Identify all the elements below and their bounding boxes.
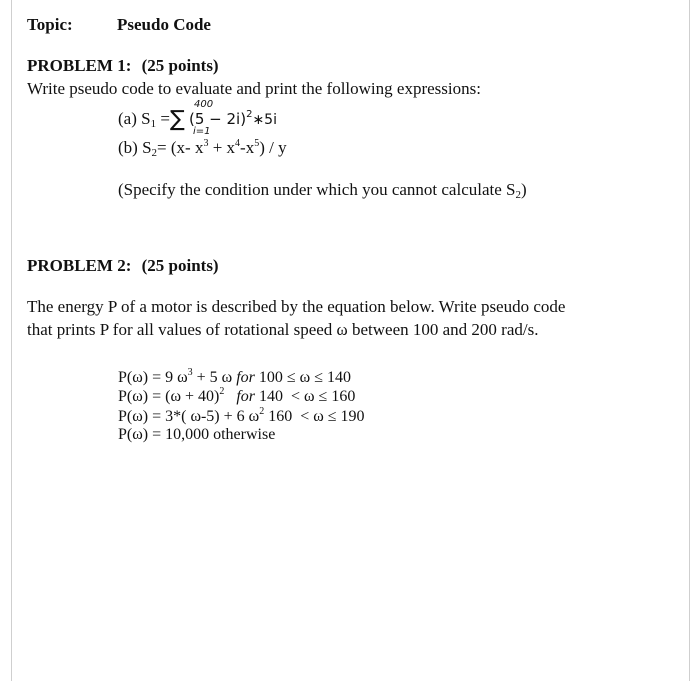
problem1-title [27,56,219,76]
equation-3 [118,406,365,426]
problem1-title-text: PROBLEM 1: [27,56,132,75]
expression-a-tail: ∗5i [252,112,277,128]
expression-a-label: (a) S [118,109,151,128]
topic-label: Topic: [27,15,73,34]
expression-b-label: (b) S [118,138,152,157]
topic-value: Pseudo Code [117,15,211,34]
problem1-note-suffix: ) [521,180,527,199]
expression-b-part3: -x [240,138,255,157]
equation-3-lhs: P(ω) = 3*( ω-5) + 6 ω [118,408,260,425]
sum-upper-limit: 400 [194,99,214,110]
equation-3-range: 160 < ω ≤ 190 [264,408,365,425]
equation-1-range: 100 ≤ ω ≤ 140 [254,369,351,386]
problem1-points: (25 points) [141,56,219,75]
equation-2-exp: 2 [219,386,225,397]
expression-a-term: (5 − 2i) [189,110,247,128]
expression-b [118,138,287,159]
equation-2-range: 140 < ω ≤ 160 [255,388,356,405]
expression-b-part1: = (x- x [157,138,204,157]
problem2-title-text: PROBLEM 2: [27,256,132,275]
equation-2-cond: for [224,388,255,405]
problem2-desc-line1: The energy P of a motor is described by the equation below. Write pseudo code [27,297,566,316]
equation-1-exp: 3 [187,367,193,378]
document-page [11,0,690,681]
problem1-note-prefix: (Specify the condition under which you cannot calculate S [118,180,516,199]
problem1-note [118,180,527,201]
problem2-points: (25 points) [141,256,219,275]
equation-4: P(ω) = 10,000 otherwise [118,426,276,443]
equation-1 [118,367,351,387]
expression-b-exp3: 5 [254,138,260,149]
summation-icon: ∑ [169,107,185,132]
expression-a-eq: = [160,109,170,128]
equation-1-lhs: P(ω) = 9 ω [118,369,188,386]
expression-b-exp1: 3 [203,138,209,149]
expression-b-part2: + x [208,138,236,157]
problem2-title [27,256,219,276]
problem1-note-sub: 2 [515,189,521,201]
problem2-desc-line2: that prints P for all values of rotational speed ω between 100 and 200 rad/s. [27,320,539,339]
expression-b-sub: 2 [151,147,158,159]
equation-3-exp: 2 [259,406,265,417]
sum-lower-limit: i=1 [193,126,211,137]
expression-a-sub: 1 [150,118,157,130]
expression-a-power: 2 [246,109,253,120]
equation-1-cond: for [236,369,255,386]
expression-b-exp2: 4 [235,138,241,149]
problem1-instruction: Write pseudo code to evaluate and print the following expressions: [27,79,481,98]
equation-2-lhs: P(ω) = (ω + 40) [118,388,220,405]
expression-b-part4: ) / y [259,138,287,157]
equation-2 [118,386,355,406]
equation-1-mid: + 5 ω [192,369,237,386]
